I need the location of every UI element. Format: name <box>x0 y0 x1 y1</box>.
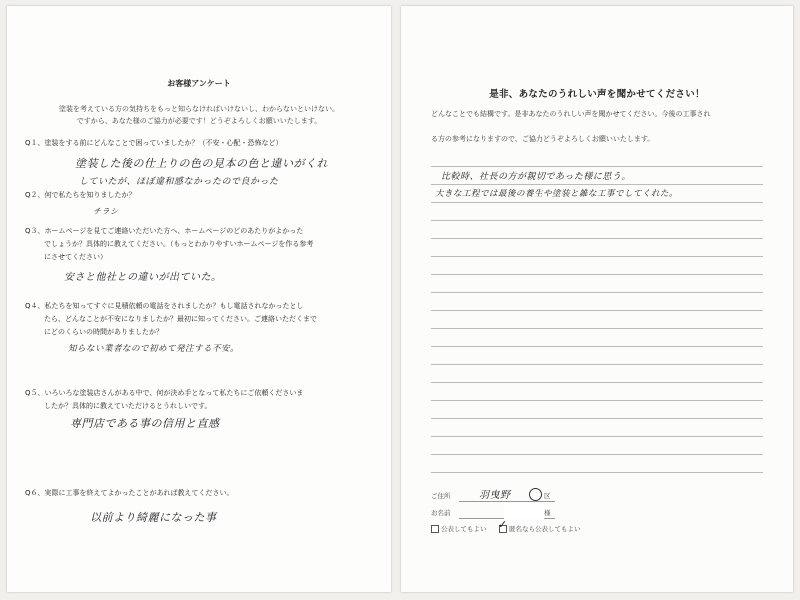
address-value: 羽曳野 <box>479 490 511 501</box>
publish-ok-checkbox[interactable] <box>431 525 439 533</box>
answer-4: 知らない業者なので初めて発注する不安。 <box>68 344 240 354</box>
ruled-line <box>431 184 763 185</box>
ruled-line <box>431 166 763 167</box>
survey-sheet-left <box>7 6 391 592</box>
ruled-line <box>431 202 763 203</box>
ruled-line <box>431 220 763 221</box>
answer-1-line-2: していたが、ほぼ違和感なかったので良かった <box>79 177 279 187</box>
ruled-line <box>431 310 763 311</box>
ruled-line <box>431 364 763 365</box>
question-1: Q１、塗装をする前にどんなことで困っていましたか？（不安・心配・恐怖など） <box>25 139 283 147</box>
answer-6: 以前より綺麗になった事 <box>90 511 217 524</box>
survey-sheet-right <box>401 6 793 592</box>
voice-intro-line-1: どんなことでも結構です。是非あなたのうれしい声を聞かせてください。今後の工事され <box>431 110 711 118</box>
address-underline <box>459 501 555 502</box>
ruled-line <box>431 328 763 329</box>
intro-line-2: ですから、あなた様のご協力が必要です！どうぞよろしくお願いいたします。 <box>76 117 322 125</box>
answer-1-line-1: 塗装した後の仕上りの色の見本の色と違いがくれ <box>75 157 328 170</box>
ruled-line <box>431 454 763 455</box>
answer-3: 安さと他社との違いが出ていた。 <box>64 272 222 283</box>
ruled-line <box>431 346 763 347</box>
ruled-line <box>431 400 763 401</box>
question-2: Q２、何で私たちを知りましたか？ <box>25 191 136 199</box>
question-4-line-1: Q４、私たちを知ってすぐに見積依頼の電話をされましたか？もし電話されなかったとし <box>25 302 304 310</box>
address-ward: 区 <box>544 492 551 500</box>
survey-title: お客様アンケート <box>167 79 231 88</box>
question-3-line-2: でしょうか？具体的に教えてください。（もっとわかりやすいホームページを作る参考 <box>44 240 314 248</box>
ruled-line <box>431 418 763 419</box>
publish-anon-label: 匿名なら公表してもよい <box>509 525 581 533</box>
name-suffix: 様 <box>544 509 551 517</box>
ruled-line <box>431 436 763 437</box>
intro-line-1: 塗装を考えている方の気持ちをもっと知らなければいけないし、わからないといけない。 <box>59 105 339 113</box>
answer-5: 専門店である事の信用と直感 <box>70 417 220 430</box>
publish-ok-label: 公表してもよい <box>441 525 487 533</box>
checkmark-icon: ✓ <box>498 518 508 531</box>
voice-answer-line-1: 比較時、社長の方が親切であった様に思う。 <box>441 172 631 182</box>
redacted-name <box>504 503 544 519</box>
ruled-line <box>431 382 763 383</box>
answer-2: チラシ <box>93 207 119 216</box>
question-3-line-1: Q３、ホームページを見てご連絡いただいた方へ、ホームページのどのあたりがよかった <box>25 227 304 235</box>
name-label: お名前 <box>431 509 451 517</box>
question-5-line-2: したか？具体的に教えていただけるとうれしいです。 <box>44 402 212 410</box>
ruled-line <box>431 292 763 293</box>
address-label: ご住所 <box>431 492 451 500</box>
voice-intro-line-2: る方の参考になりますので、ご協力どうぞよろしくお願いいたします。 <box>431 135 655 143</box>
ruled-line <box>431 256 763 257</box>
ruled-line <box>431 472 763 473</box>
ruled-line <box>431 274 763 275</box>
voice-title: 是非、あなたのうれしい声を聞かせてください！ <box>489 89 705 100</box>
question-4-line-2: たら、どんなことが不安になりましたか？最初に知ってください。ご連絡いただくまで <box>44 315 317 323</box>
question-3-line-3: にさせてください） <box>44 253 107 261</box>
question-6: Q６、実際に工事を終えてよかったことがあれば教えてください。 <box>25 489 234 497</box>
ruled-line <box>431 238 763 239</box>
voice-answer-line-2: 大きな工程では最後の養生や塗装と雑な工事でしてくれた。 <box>435 189 679 199</box>
question-5-line-1: Q５、いろいろな塗装店さんがある中で、何が決め手となって私たちにご依頼くださいま <box>25 389 304 397</box>
question-4-line-3: にどのくらいの時間がありましたか？ <box>44 328 163 336</box>
circled-mark <box>529 488 542 501</box>
